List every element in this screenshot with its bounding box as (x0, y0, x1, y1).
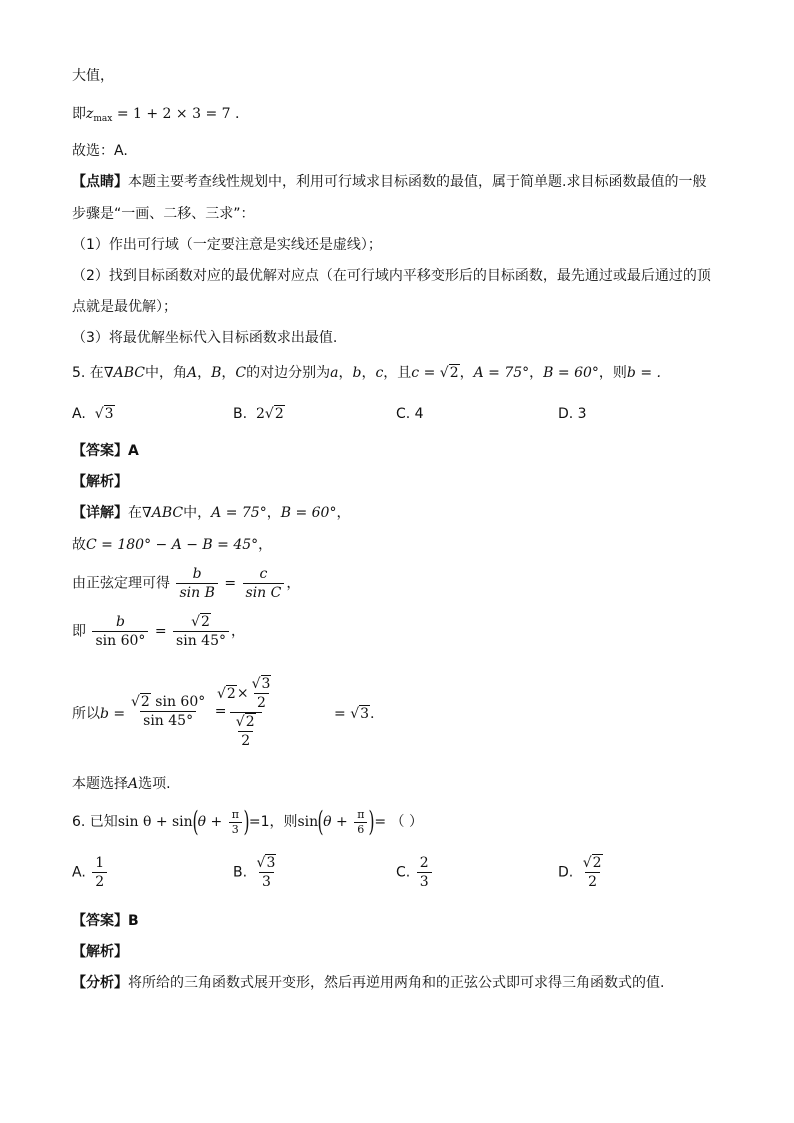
z-max-line: 即$z_{max} = 1 + 2 \times 3 = 7$ . (72, 106, 240, 124)
q5-option-b[interactable]: B. 2√2 (233, 406, 284, 422)
step-1: （1）作出可行域（一定要注意是实线还是虚线）； (72, 237, 382, 253)
q5-conclusion: 本题选择A选项. (72, 776, 171, 792)
dianjing-line: 【点睛】本题主要考查线性规划中，利用可行域求目标函数的最值，属于简单题.求目标函数最值的一般 (72, 174, 707, 190)
q6-option-b[interactable]: B. $\frac{√3}{3}$ (233, 855, 276, 890)
q5-analysis: 【解析】 (72, 474, 128, 490)
q5-step-2: 由正弦定理可得 $\frac{b}{\text{sin B}}$ = $\frac{c}{\text{sin C}}$ ， (72, 566, 301, 601)
question-6: 6. 已知sin θ + sin(θ + $\frac{\pi}{3}$ )=1，则sin(θ + $\frac{\pi}{6}$ )= （ ） (72, 805, 423, 838)
q6-answer: 【答案】B (72, 913, 139, 929)
q5-answer: 【答案】A (72, 443, 139, 459)
q5-option-a[interactable]: A. √3 (72, 406, 114, 422)
q6-analysis: 【解析】 (72, 944, 128, 960)
q5-detail: 【详解】在∇ABC中，A = 75°，B = 60°， (72, 505, 351, 521)
q5-option-c[interactable]: C. 4 (396, 406, 424, 422)
q5-step-1: 故C = 180° − A − B = 45°， (72, 537, 273, 553)
step-2: （2）找到目标函数对应的最优解对应点（在可行域内平移变形后的目标函数，最先通过或最后通过的顶 (72, 268, 711, 284)
q5-option-d[interactable]: D. 3 (558, 406, 587, 422)
text-line: 大值， (72, 68, 114, 84)
q6-option-c[interactable]: C. $\frac{2}{3}$ (396, 855, 434, 890)
q6-fenxi: 【分析】将所给的三角函数式展开变形，然后再逆用两角和的正弦公式即可求得三角函数式的值. (72, 975, 665, 991)
q6-option-d[interactable]: D. $\frac{√2}{2}$ (558, 855, 602, 890)
q5-step-3: 即 $\frac{b}{\sin 60^\circ}$ = $\frac{√2}{\sin 45^\circ}$ ， (72, 614, 245, 649)
text-line: 点就是最优解）； (72, 299, 177, 315)
question-5: 5. 在∇ABC中，角A，B，C的对边分别为a，b，c，且c = √2，A = 75°，B = 60°，则b = . (72, 365, 661, 381)
q6-option-a[interactable]: A. $\frac{1}{2}$ (72, 855, 109, 890)
choice-line: 故选：A. (72, 143, 128, 159)
text-line: 步骤是“一画、二移、三求”： (72, 206, 255, 222)
step-3: （3）将最优解坐标代入目标函数求出最值. (72, 330, 338, 346)
